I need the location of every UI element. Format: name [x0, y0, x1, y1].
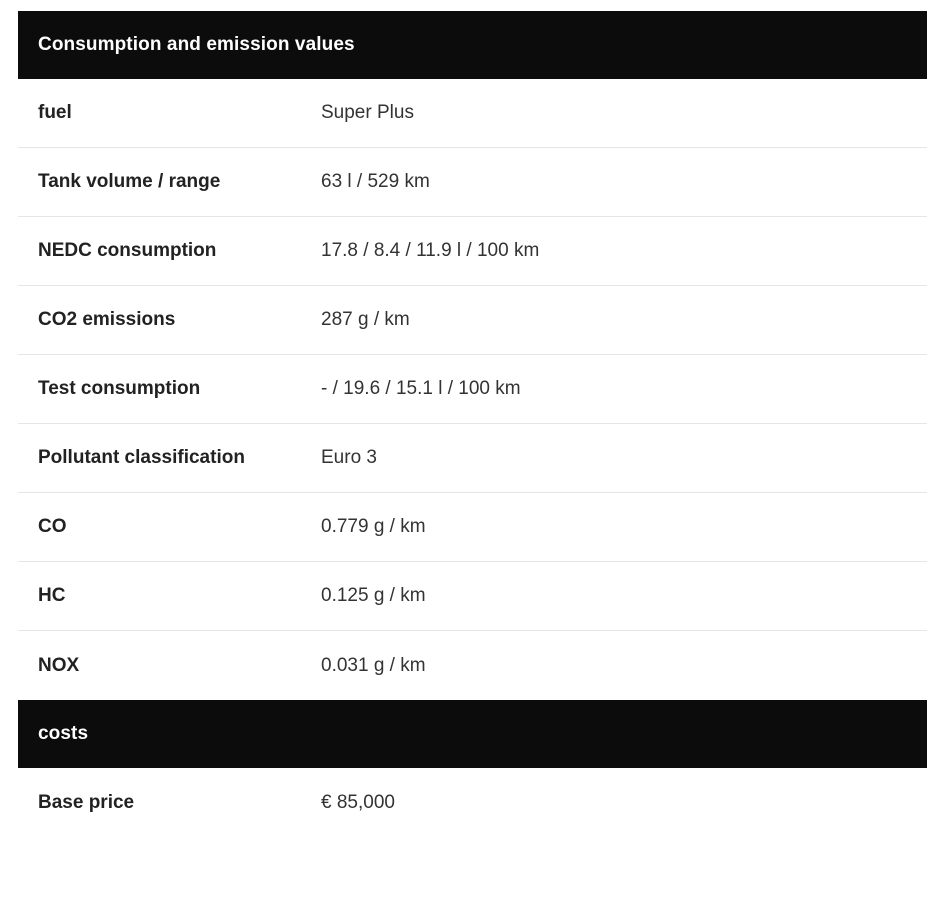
row-value: - / 19.6 / 15.1 l / 100 km — [321, 378, 521, 399]
row-value: 287 g / km — [321, 309, 410, 330]
section-header-costs — [18, 700, 927, 768]
row-value: Super Plus — [321, 102, 414, 123]
section-header-consumption — [18, 11, 927, 79]
row-value: 0.125 g / km — [321, 585, 426, 606]
row-label: CO2 emissions — [38, 309, 176, 330]
table-row-pollutant-classification — [18, 424, 927, 493]
row-value: Euro 3 — [321, 447, 377, 468]
table-row-nedc-consumption — [18, 217, 927, 286]
row-label: fuel — [38, 102, 72, 123]
table-row-co2-emissions — [18, 286, 927, 355]
table-row-tank-volume — [18, 148, 927, 217]
row-value: € 85,000 — [321, 791, 395, 813]
row-value: 0.779 g / km — [321, 516, 426, 537]
section-title: Consumption and emission values — [38, 34, 355, 55]
row-label: HC — [38, 585, 66, 606]
row-value: 0.031 g / km — [321, 654, 426, 676]
row-label: NEDC consumption — [38, 240, 217, 261]
table-row-fuel — [18, 79, 927, 148]
row-label: NOX — [38, 654, 80, 676]
table-row-hc — [18, 562, 927, 631]
row-label: Pollutant classification — [38, 447, 245, 468]
table-row-nox — [18, 631, 927, 700]
row-label: Test consumption — [38, 378, 201, 399]
table-row-co — [18, 493, 927, 562]
row-label: CO — [38, 516, 67, 537]
table-row-test-consumption — [18, 355, 927, 424]
spec-table — [18, 11, 927, 837]
row-value: 17.8 / 8.4 / 11.9 l / 100 km — [321, 240, 540, 261]
row-value: 63 l / 529 km — [321, 171, 430, 192]
section-title: costs — [38, 723, 89, 744]
row-label: Tank volume / range — [38, 171, 221, 192]
table-row-base-price — [18, 768, 927, 837]
row-label: Base price — [38, 791, 135, 813]
